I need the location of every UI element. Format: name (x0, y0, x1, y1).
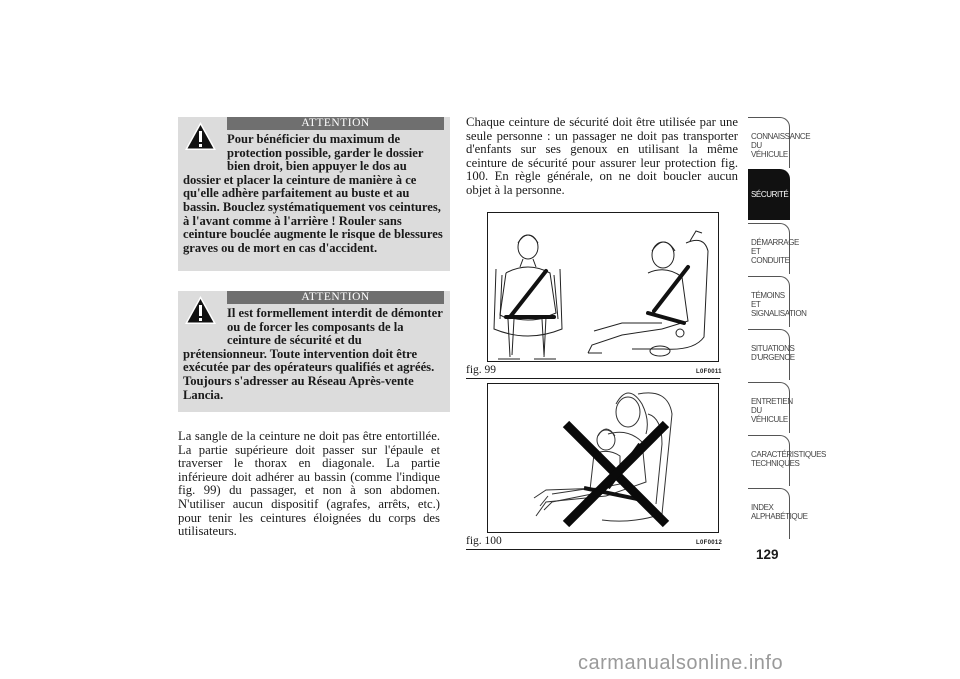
tab-entretien-du-vehicule[interactable] (748, 382, 793, 433)
warning-triangle-icon (184, 295, 217, 325)
tab-label-line1: INDEX (751, 503, 774, 512)
figure-99-illustration (487, 212, 719, 362)
tab-index-alphabetique[interactable] (748, 488, 808, 539)
tab-label-line1: SITUATIONS (751, 344, 795, 353)
figure-100-code: L0F0012 (696, 540, 723, 546)
watermark: carmanualsonline.info (578, 652, 784, 674)
tab-label-line2: SIGNALISATION (751, 309, 807, 318)
tab-caracteristiques-techniques[interactable] (748, 435, 826, 486)
figure-99-rule (466, 378, 720, 379)
tab-label-line2: TECHNIQUES (751, 459, 800, 468)
tab-label-line2: VÉHICULE (751, 150, 788, 159)
tab-label-line2: VÉHICULE (751, 415, 788, 424)
tab-label-line1: ENTRETIEN DU (751, 397, 793, 415)
warning-heading: ATTENTION (227, 291, 444, 304)
seatbelt-child-incorrect-illustration (488, 384, 718, 532)
tab-label-line2: D'URGENCE (751, 353, 795, 362)
warning-text: Il est formellement interdit de démonter ou de forcer les composants de la ceinture de sécurité et du prétensionneur. Toute intervention doit être exécutée par des opérateurs qualifiés et agréés. Toujours s'adresser au Réseau Après-vente Lancia. (183, 306, 443, 402)
tab-label-line2: ALPHABÉTIQUE (751, 512, 808, 521)
tab-label-line1: SÉCURITÉ (751, 190, 789, 199)
figure-100-label: fig. 100 (466, 535, 502, 547)
warning-triangle-icon (184, 121, 217, 151)
warning-text: Pour bénéficier du maximum de protection possible, garder le dossier bien droit, bien appuyer le dos au dossier et placer la ceinture de manière à ce qu'elle adhère parfaitement au buste et au bassin. Bouclez systématiquement vos ceintures, à l'avant comme à l'arrière ! Rouler sans ceinture bouclée augmente le risque de blessures graves ou de mort en cas d'accident. (183, 132, 443, 255)
warning-box-2 (178, 291, 450, 412)
tab-label-line1: CARACTÉRISTIQUES (751, 450, 826, 459)
tab-label-line1: CONNAISSANCE DU (751, 132, 811, 150)
figure-99-label: fig. 99 (466, 364, 497, 376)
tab-connaissance-du-vehicule[interactable] (748, 117, 811, 168)
page-number: 129 (756, 547, 779, 562)
tab-label-line1: TÉMOINS ET (751, 291, 785, 309)
figure-100-rule (466, 549, 720, 550)
right-paragraph: Chaque ceinture de sécurité doit être utilisée par une seule personne : un passager ne doit pas transporter d'enfants sur ses genoux en utilisant la même ceinture de sécurité pour assurer leur protection fig. 100. En règle générale, on ne doit boucler aucun objet à la personne. (466, 115, 738, 197)
figure-99-code: L0F0011 (696, 369, 722, 375)
tab-securite[interactable] (748, 169, 790, 220)
tab-situations-d-urgence[interactable] (748, 329, 795, 380)
seatbelt-correct-illustration (488, 213, 718, 361)
tab-label-line2: CONDUITE (751, 256, 790, 265)
figure-100-illustration (487, 383, 719, 533)
tab-label-line1: DÉMARRAGE ET (751, 238, 799, 256)
left-paragraph: La sangle de la ceinture ne doit pas être entortillée. La partie supérieure doit passer sur l'épaule et traverser le thorax en diagonale. La partie inférieure doit adhérer au bassin (comme l'indique fig. 99) du passager, et non à son abdomen. N'utiliser aucun dispositif (agrafes, arrêts, etc.) pour tenir les ceintures éloignées du corps des utilisateurs. (178, 429, 440, 539)
tab-demarrage-et-conduite[interactable] (748, 223, 799, 274)
warning-heading: ATTENTION (227, 117, 444, 130)
tab-temoins-et-signalisation[interactable] (748, 276, 807, 327)
warning-box-1 (178, 117, 450, 271)
